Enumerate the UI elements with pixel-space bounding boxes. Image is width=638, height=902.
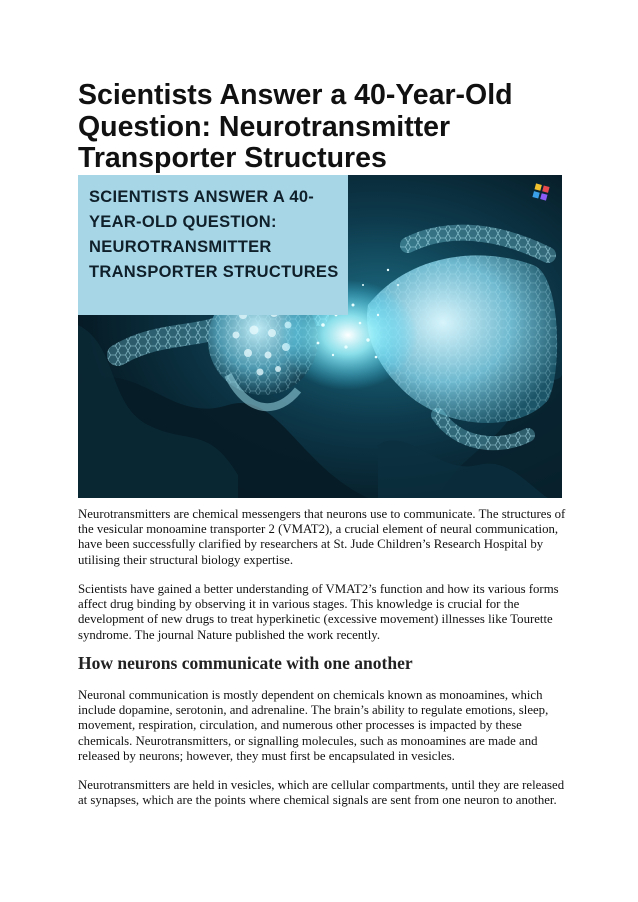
hero-banner-text: SCIENTISTS ANSWER A 40-YEAR-OLD QUESTION: NEUROTRANSMITTER TRANSPORTER STRUCTURES	[89, 188, 339, 281]
intro-paragraph-1: Neurotransmitters are chemical messengers that neurons use to communicate. The structures of the vesicular monoamine transporter 2 (VMAT2), a crucial element of neural communication, have been successfully clarified by researchers at St. Jude Children’s Research Hospital by utilising their structural biology expertise.	[78, 507, 566, 567]
article-title: Scientists Answer a 40-Year-Old Question: Neurotransmitter Transporter Structures	[78, 79, 513, 174]
hero-banner	[78, 175, 348, 315]
hero-image	[78, 175, 562, 498]
section-paragraph-2: Neurotransmitters are held in vesicles, which are cellular compartments, until they are released at synapses, which are the points where chemical signals are sent from one neuron to another.	[78, 778, 565, 808]
colorful-pinwheel-logo-icon	[532, 183, 550, 201]
intro-paragraph-2: Scientists have gained a better understanding of VMAT2’s function and how its various forms affect drug binding by observing it in various stages. This knowledge is crucial for the development of new drugs to treat hyperkinetic (excessive movement) illnesses like Tourette syndrome. The journal Nature published the work recently.	[78, 582, 559, 642]
section-paragraph-1: Neuronal communication is mostly dependent on chemicals known as monoamines, which include dopamine, serotonin, and adrenaline. The brain’s ability to regulate emotions, sleep, movement, respiration, circulation, and numerous other processes is impacted by these chemicals. Neurotransmitters, or signalling molecules, such as monoamines are made and released by neurons; however, they must first be encapsulated in vesicles.	[78, 688, 549, 763]
section-heading: How neurons communicate with one another	[78, 653, 413, 673]
